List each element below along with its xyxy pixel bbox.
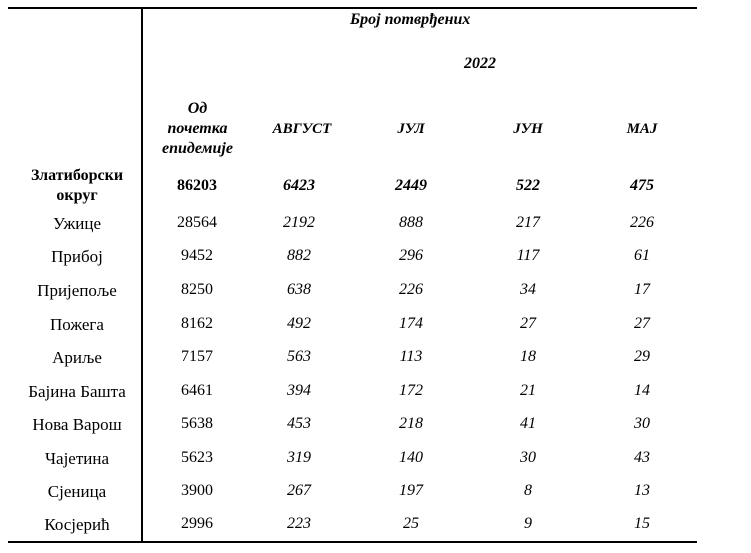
row-value-total: 9452 bbox=[181, 247, 213, 264]
row-value-aug: 638 bbox=[287, 281, 311, 298]
col-header-total-line1: Од bbox=[187, 100, 208, 117]
row-value-total: 5623 bbox=[181, 449, 213, 466]
row-name: Сјеница bbox=[47, 482, 107, 501]
row-value-total: 3900 bbox=[181, 482, 213, 499]
row-value-aug: 394 bbox=[287, 382, 311, 399]
row-value-may: 29 bbox=[634, 348, 650, 365]
col-header-total-line3: епидемије bbox=[162, 140, 233, 157]
row-value-jun: 30 bbox=[520, 449, 536, 466]
row-value-aug: 882 bbox=[287, 247, 311, 264]
row-value-total: 7157 bbox=[181, 348, 213, 365]
row-name: Бајина Башта bbox=[28, 382, 126, 401]
row-value-jul: 197 bbox=[399, 482, 423, 499]
row-value-jul: 218 bbox=[399, 415, 423, 432]
row-value-aug: 492 bbox=[287, 315, 311, 332]
header-title: Број потврђених bbox=[350, 11, 471, 28]
row-value-aug: 2192 bbox=[283, 214, 315, 231]
row-name: Прибој bbox=[51, 247, 103, 266]
col-header-total-line2: почетка bbox=[167, 120, 228, 137]
col-header-total bbox=[150, 99, 245, 159]
row-value-jul: 174 bbox=[399, 315, 423, 332]
total-row-name-line1: Златиборски bbox=[30, 167, 124, 184]
row-value-total: 2996 bbox=[181, 515, 213, 532]
row-name: Ужице bbox=[52, 214, 102, 233]
row-value-jun: 27 bbox=[520, 315, 536, 332]
col-header-may: МАЈ bbox=[626, 121, 658, 137]
row-value-jun: 9 bbox=[524, 515, 532, 532]
row-value-jul: 25 bbox=[403, 515, 419, 532]
row-name: Косјерић bbox=[44, 515, 110, 534]
row-value-aug: 223 bbox=[287, 515, 311, 532]
header-year: 2022 bbox=[464, 55, 496, 72]
row-value-jul: 172 bbox=[399, 382, 423, 399]
row-value-aug: 267 bbox=[287, 482, 311, 499]
row-value-jun: 41 bbox=[520, 415, 536, 432]
col-header-jun: ЈУН bbox=[513, 121, 543, 137]
row-name: Ариље bbox=[52, 348, 102, 367]
row-value-jul: 226 bbox=[399, 281, 423, 298]
row-value-jul: 113 bbox=[399, 348, 423, 365]
total-row-name bbox=[12, 166, 142, 206]
row-value-jun: 21 bbox=[520, 382, 536, 399]
row-value-total: 8250 bbox=[181, 281, 213, 298]
row-value-jul: 888 bbox=[399, 214, 423, 231]
row-value-aug: 563 bbox=[287, 348, 311, 365]
total-row-value-aug: 6423 bbox=[283, 177, 315, 194]
row-value-aug: 453 bbox=[287, 415, 311, 432]
row-name: Пријепоље bbox=[37, 281, 117, 300]
row-value-may: 27 bbox=[634, 315, 650, 332]
row-value-total: 5638 bbox=[181, 415, 213, 432]
row-value-may: 17 bbox=[634, 281, 650, 298]
row-name: Чајетина bbox=[44, 449, 110, 468]
row-value-may: 15 bbox=[634, 515, 650, 532]
row-value-jun: 217 bbox=[516, 214, 540, 231]
row-name: Пожега bbox=[50, 315, 104, 334]
row-value-may: 61 bbox=[634, 247, 650, 264]
row-value-jul: 296 bbox=[399, 247, 423, 264]
row-name: Нова Варош bbox=[32, 415, 122, 434]
row-value-total: 28564 bbox=[177, 214, 217, 231]
col-header-aug: АВГУСТ bbox=[272, 121, 332, 137]
row-value-aug: 319 bbox=[287, 449, 311, 466]
total-row-value-may: 475 bbox=[630, 177, 654, 194]
total-row-value-jul: 2449 bbox=[395, 177, 427, 194]
row-value-total: 6461 bbox=[181, 382, 213, 399]
total-row-value-total: 86203 bbox=[177, 177, 217, 194]
total-row-name-line2: округ bbox=[56, 187, 98, 204]
row-value-jun: 117 bbox=[516, 247, 540, 264]
row-value-may: 13 bbox=[634, 482, 650, 499]
total-row-value-jun: 522 bbox=[516, 177, 540, 194]
row-value-jul: 140 bbox=[399, 449, 423, 466]
row-value-may: 30 bbox=[634, 415, 650, 432]
row-value-jun: 18 bbox=[520, 348, 536, 365]
row-value-total: 8162 bbox=[181, 315, 213, 332]
row-value-jun: 8 bbox=[524, 482, 532, 499]
col-header-jul: ЈУЛ bbox=[397, 121, 425, 137]
row-value-may: 14 bbox=[634, 382, 650, 399]
row-value-jun: 34 bbox=[520, 281, 536, 298]
row-value-may: 43 bbox=[634, 449, 650, 466]
row-value-may: 226 bbox=[630, 214, 654, 231]
